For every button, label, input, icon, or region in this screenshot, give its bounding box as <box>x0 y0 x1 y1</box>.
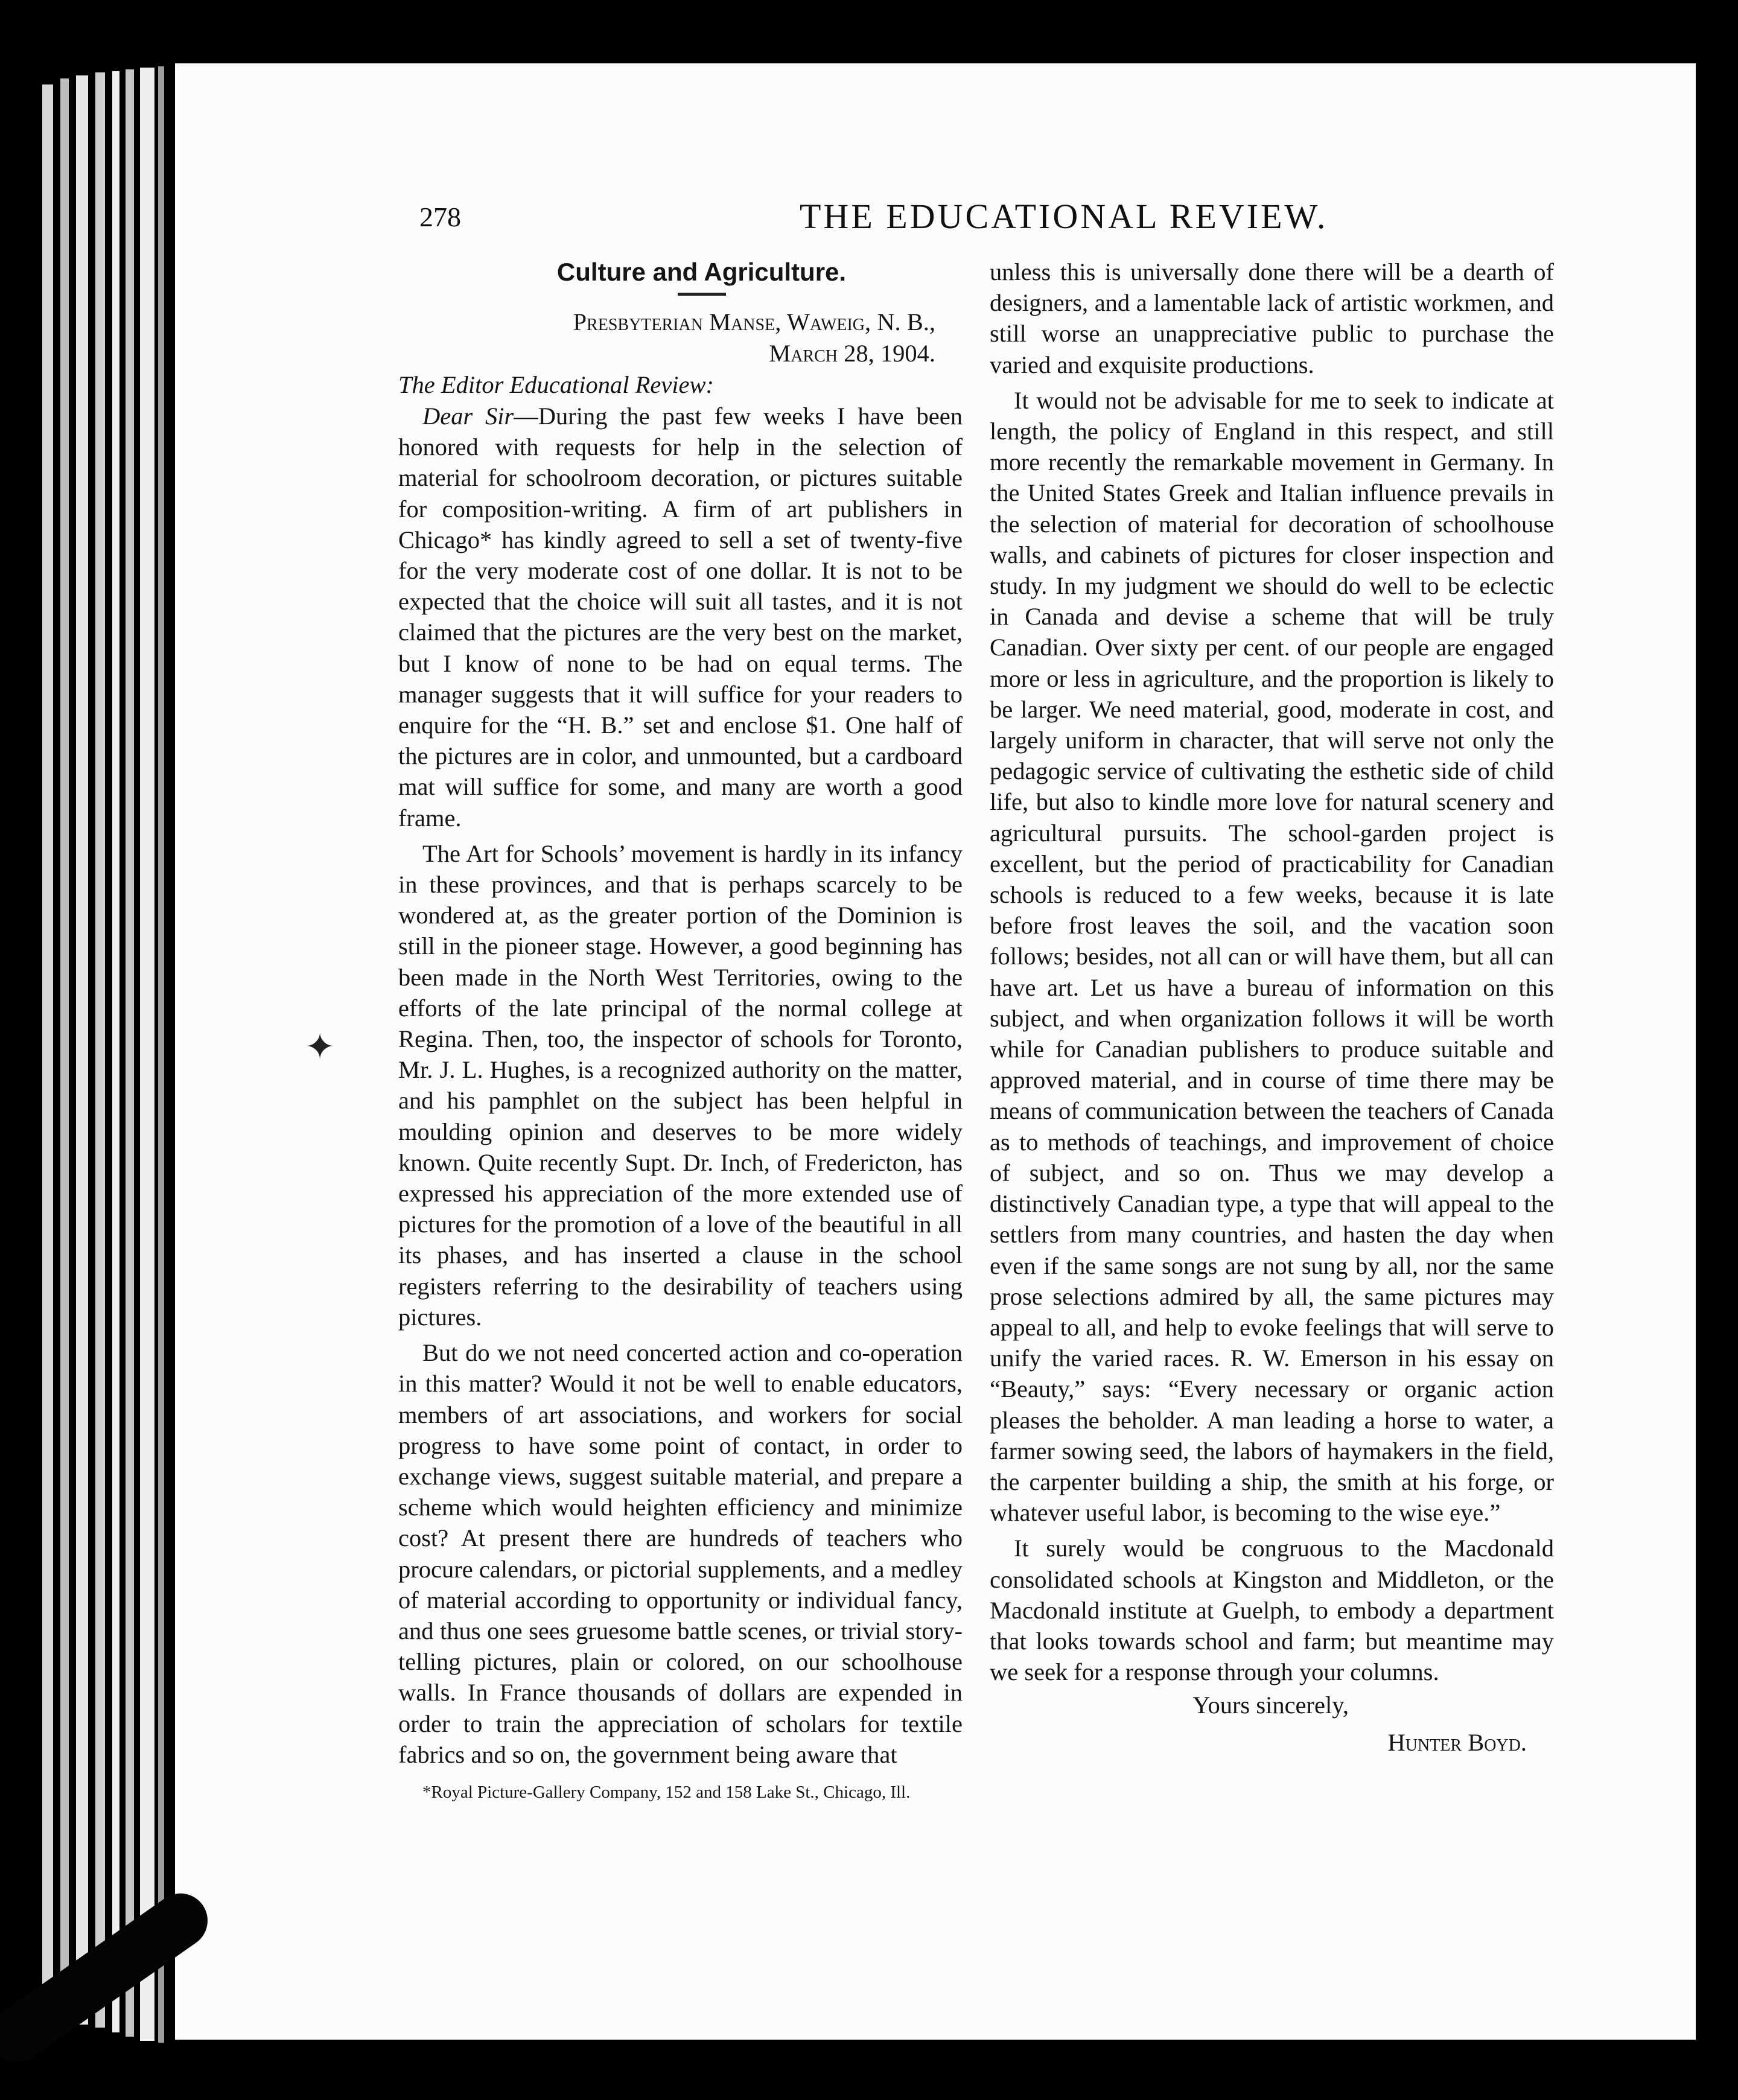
body-paragraph: It surely would be congruous to the Macdonald consolidated schools at Kingston and Middleton, or the Macdonald institute at Guelph, to embody a department that looks towards school and farm; but meantime may we seek for a response through your columns. <box>990 1535 1554 1686</box>
body-paragraph: But do we not need concerted action and co-operation in this matter? Would it not be well to enable educators, members of art associations, and workers for social progress to have some point of contact, in order to exchange views, suggest suitable material, and prepare a scheme which would heighten efficiency and minimize cost? At present there are hundreds of teachers who procure calendars, or pictorial supplements, and a medley of material according to opportunity or individual fancy, and thus one sees gruesome battle scenes, or trivial story-telling pictures, plain or colored, on our schoolhouse walls. In France thousands of dollars are expended in order to train the appreciation of scholars for textile fabrics and so on, the government being aware that <box>398 1339 963 1768</box>
addressee-line: The Editor Educational Review: <box>398 371 715 398</box>
right-column <box>990 256 1554 1758</box>
book-page-edge <box>140 68 154 2041</box>
body-paragraph <box>398 401 963 833</box>
date-line: March 28, 1904. <box>769 340 935 367</box>
book-page-edge <box>60 78 69 2022</box>
body-paragraph: unless this is universally done there will be a dearth of designers, and a lamentable lack of artistic workmen, and still worse an unappreciative public to purchase the varied and exquisite productions. <box>990 258 1554 378</box>
title-rule <box>678 293 726 296</box>
book-page-edge <box>95 72 105 2028</box>
book-page-edge <box>112 71 119 2032</box>
ink-blot-mark: ✦ <box>305 1027 336 1067</box>
paragraph-text: —During the past few weeks I have been honored with requests for help in the selection of material for schoolroom decoration, or pictures suitable for composition-writing. A firm of art publishers in Chicago* has kindly agreed to sell a set of twenty-five for the very moderate cost of one dollar. It is not to be expected that the choice will suit all tastes, and it is not claimed that the pictures are the very best on the market, but I know of none to be had on equal terms. The manager suggests that it will suffice for your readers to enquire for the “H. B.” set and enclose $1. One half of the pictures are in color, and unmounted, but a cardboard mat will suffice for some, and many are worth a good frame. <box>398 402 963 832</box>
salutation: Dear Sir <box>422 402 514 430</box>
book-page-edge <box>76 75 88 2025</box>
running-head <box>0 196 1738 244</box>
book-page-edge <box>126 69 134 2037</box>
body-paragraph: It would not be advisable for me to seek to indicate at length, the policy of England in this respect, and still more recently the remarkable movement in Germany. In the United States Greek and Italian influence prevails in the selection of material for decoration of schoolhouse walls, and cabinets of pictures for closer inspection and study. In my judgment we should do well to be eclectic in Canada and devise a scheme that will be truly Canadian. Over sixty per cent. of our people are engaged more or less in agriculture, and the proportion is likely to be larger. We need material, good, moderate in cost, and largely uniform in character, that will serve not only the pedagogic service of cultivating the esthetic side of child life, but also to kindle more love for natural scenery and agricultural pursuits. The school-garden project is excellent, but the period of practicability for Canadian schools is reduced to a few weeks, because it is late before frost leaves the soil, and the vacation soon follows; besides, not all can or will have them, but all can have art. Let us have a bureau of information on this subject, and when organization follows it will be worth while for Canadian publishers to produce suitable and approved material, and in course of time there may be means of communication between the teachers of Canada as to methods of teachings, and improvement of choice of subject, and so on. Thus we may develop a distinctively Canadian type, a type that will appeal to the settlers from many countries, and hasten the day when even if the same songs are not sung by all, nor the same prose selections admired by all, the same pictures may appeal to all, and help to evoke feelings that will serve to unify the varied races. R. W. Emerson in his essay on “Beauty,” says: “Every necessary or organic action pleases the beholder. A man leading a horse to water, a farmer sowing seed, the labors of haymakers in the field, the carpenter building a ship, the smith at his forge, or whatever useful labor, is becoming to the wise eye.” <box>990 386 1554 1527</box>
left-column <box>398 250 963 1804</box>
book-page-edge <box>158 66 164 2043</box>
address-line: Presbyterian Manse, Waweig, N. B., <box>573 308 935 336</box>
body-paragraph: The Art for Schools’ movement is hardly in its infancy in these provinces, and that is perhaps scarcely to be wondered at, as the greater portion of the Dominion is still in the pioneer stage. However, a good beginning has been made in the North West Territories, owing to the efforts of the late principal of the normal college at Regina. Then, too, the inspector of schools for Toronto, Mr. J. L. Hughes, is a recognized authority on the matter, and his pamphlet on the subject has been helpful in moulding opinion and deserves to be more widely known. Quite recently Supt. Dr. Inch, of Fredericton, has expressed his appreciation of the more extended use of pictures for the promotion of a love of the beautiful in all its phases, and has inserted a clause in the school registers referring to the desirability of teachers using pictures. <box>398 839 963 1331</box>
signature: Hunter Boyd. <box>1387 1728 1527 1756</box>
closing-line: Yours sincerely, <box>1192 1691 1349 1719</box>
footnote: *Royal Picture-Gallery Company, 152 and 158 Lake St., Chicago, Ill. <box>422 1782 911 1802</box>
book-page-edge <box>42 84 53 2016</box>
journal-title: THE EDUCATIONAL REVIEW. <box>800 197 1328 236</box>
article-title: Culture and Agriculture. <box>556 258 847 286</box>
page-number: 278 <box>419 202 461 232</box>
